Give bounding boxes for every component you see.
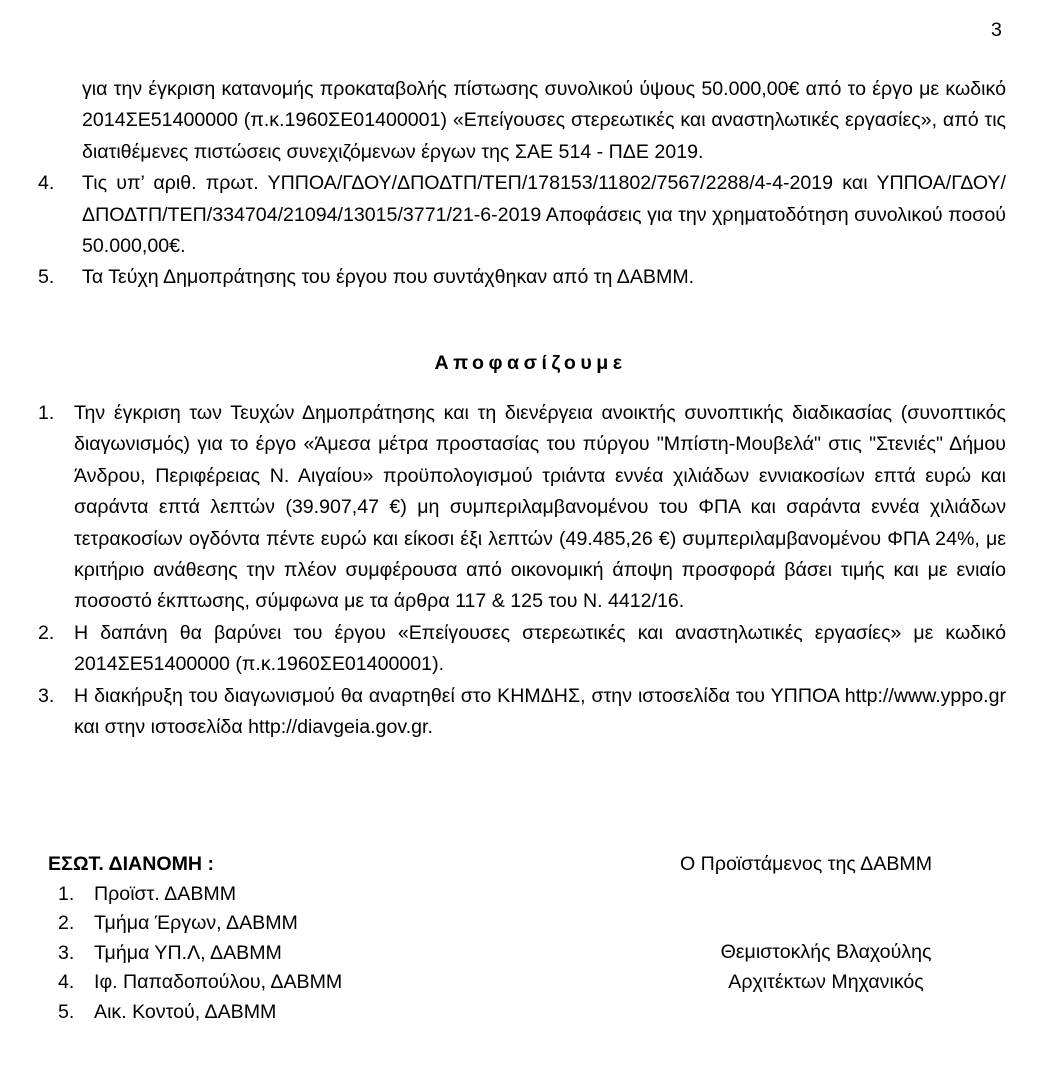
preamble-item-number: 5. (38, 266, 55, 289)
distribution-item-number: 1. (58, 882, 75, 905)
decision-heading: Αποφασίζουμε (434, 352, 627, 374)
distribution-item-text: Προϊστ. ΔΑΒΜΜ (94, 882, 237, 905)
decision-item (38, 681, 1006, 744)
distribution-title: ΕΣΩΤ. ΔΙΑΝΟΜΗ : (48, 853, 215, 875)
decision-item-text: Η δαπάνη θα βαρύνει του έργου «Επείγουσες στερεωτικές και αναστηλωτικές εργασίες» με κωδικό 2014ΣΕ51400000 (π.κ.1960ΣΕ01400001). (74, 621, 1006, 676)
decision-item-number: 1. (38, 402, 55, 424)
preamble-item-text: Τα Τεύχη Δημοπράτησης του έργου που συντάχθηκαν από τη ΔΑΒΜΜ. (82, 266, 695, 289)
decision-item-text: Η διακήρυξη του διαγωνισμού θα αναρτηθεί στο ΚΗΜΔΗΣ, στην ιστοσελίδα του ΥΠΠΟΑ http://www.yppo.gr και στην ιστοσελίδα http://diavgeia.gov.gr. (74, 684, 1006, 739)
distribution-item-number: 2. (58, 912, 75, 934)
signatory-role: Αρχιτέκτων Μηχανικός (728, 970, 924, 993)
distribution-item (48, 968, 342, 998)
distribution-item (48, 909, 342, 939)
decision-item (38, 618, 1006, 681)
internal-distribution (48, 850, 342, 1027)
signature-block (630, 938, 1022, 997)
decision-item-number: 2. (38, 621, 55, 644)
distribution-item-number: 3. (58, 941, 75, 964)
preamble-item-number: 4. (38, 172, 55, 195)
distribution-item-text: Ιφ. Παπαδοπούλου, ΔΑΒΜΜ (94, 971, 343, 993)
decisions-list (38, 398, 1006, 743)
page-number: 3 (991, 19, 1002, 41)
distribution-item-text: Αικ. Κοντού, ΔΑΒΜΜ (94, 1000, 277, 1023)
distribution-item-number: 5. (58, 1000, 75, 1023)
decision-item-text: Την έγκριση των Τευχών Δημοπράτησης και τη διενέργεια ανοικτής συνοπτικής διαδικασίας (συνοπτικός διαγωνισμός) για το έργο «Άμεσα μέτρα προστασίας του πύργου "Μπίστη-Μουβελά" στις "Στενιές" Δήμου Άνδρου, Περιφέρειας Ν. Αιγαίου» προϋπολογισμού τριάντα εννέα χιλιάδων εννιακοσίων επτά ευρώ και σαράντα επτά λεπτών (39.907,47 €) μη συμπεριλαμβανομένου του ΦΠΑ και σαράντα εννέα χιλιάδων τετρακοσίων ογδόντα πέντε ευρώ και είκοσι έξι λεπτών (49.485,26 €) συμπεριλαμβανομένου ΦΠΑ 24%, με κριτήριο ανάθεσης την πλέον συμφέρουσα από οικονομική άποψη προσφορά βάσει τιμής και με ενιαίο ποσοστό έκπτωσης, σύμφωνα με τα άρθρα 117 & 125 του Ν. 4412/16. (74, 402, 1006, 613)
distribution-item (48, 880, 342, 910)
preamble-item (38, 262, 1006, 293)
preamble-item-text: Τις υπ’ αριθ. πρωτ. ΥΠΠΟΑ/ΓΔΟΥ/ΔΠΟΔΤΠ/ΤΕΠ/178153/11802/7567/2288/4-4-2019 και ΥΠΠΟΑ/ΓΔΟΥ/ΔΠΟΔΤΠ/ΤΕΠ/334704/21094/13015/3771/21-6-2019 Αποφάσεις για την χρηματοδότηση συνολικού ποσού 50.000,00€. (82, 172, 1006, 258)
preamble-section (38, 74, 1006, 294)
signature-title: Ο Προϊστάμενος της ΔΑΒΜΜ (680, 853, 933, 875)
distribution-item-number: 4. (58, 971, 75, 993)
distribution-item (48, 998, 342, 1028)
distribution-item-text: Τμήμα Έργων, ΔΑΒΜΜ (94, 912, 298, 934)
decision-item (38, 398, 1006, 618)
preamble-item (38, 168, 1006, 262)
signatory-name: Θεμιστοκλής Βλαχούλης (720, 941, 932, 963)
distribution-item-text: Τμήμα ΥΠ.Λ, ΔΑΒΜΜ (94, 941, 282, 964)
decision-item-number: 3. (38, 684, 55, 707)
preamble-continuation: για την έγκριση κατανομής προκαταβολής πίστωσης συνολικού ύψους 50.000,00€ από το έργο με κωδικό 2014ΣΕ51400000 (π.κ.1960ΣΕ01400001) «Επείγουσες στερεωτικές και αναστηλωτικές εργασίες», από τις διατιθέμενες πιστώσεις συνεχιζόμενων έργων της ΣΑΕ 514 - ΠΔΕ 2019. (82, 78, 1006, 163)
distribution-item (48, 939, 342, 969)
